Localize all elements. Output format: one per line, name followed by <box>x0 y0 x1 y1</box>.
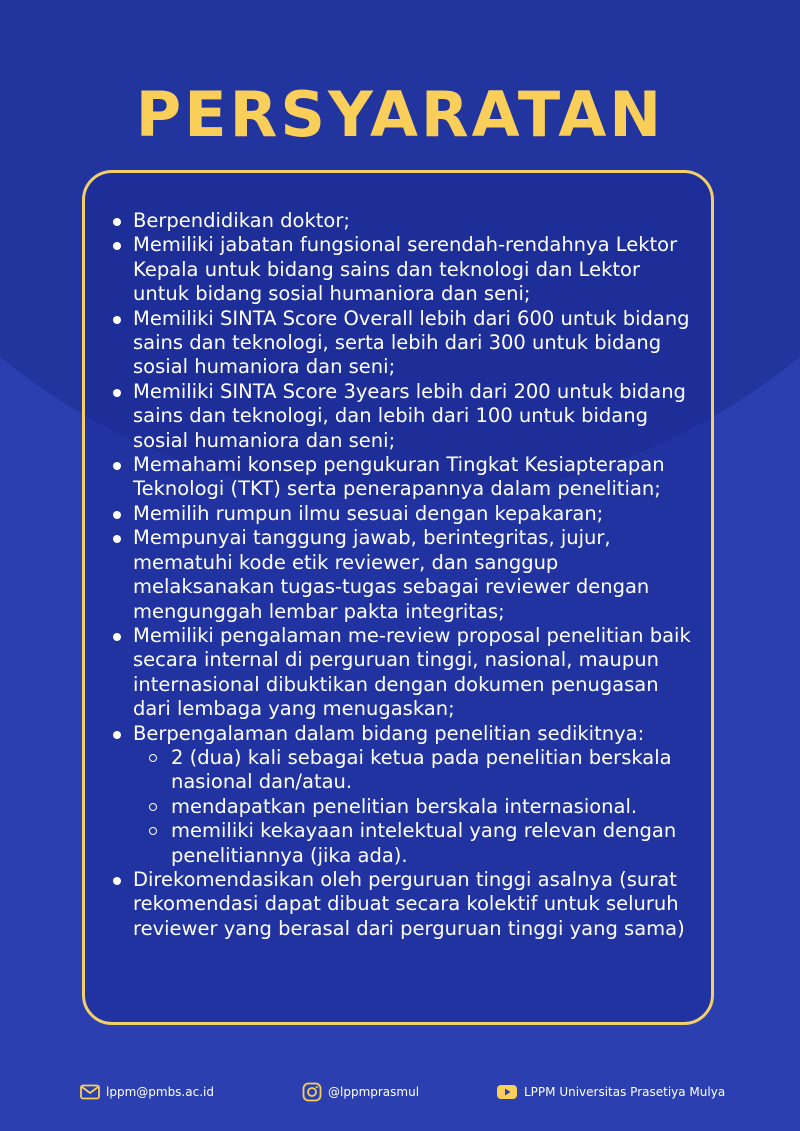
list-item: Memiliki SINTA Score Overall lebih dari 600 untuk bidang sains dan teknologi, serta lebih dari 300 untuk bidang sosial humaniora dan seni; <box>111 307 697 380</box>
page-title: PERSYARATAN <box>135 78 665 151</box>
instagram-icon <box>302 1082 322 1102</box>
list-item: Direkomendasikan oleh perguruan tinggi asalnya (surat rekomendasi dapat dibuat secara kolektif untuk seluruh reviewer yang berasal dari perguruan tinggi yang sama) <box>111 868 697 941</box>
list-item: Mempunyai tanggung jawab, berintegritas, jujur, mematuhi kode etik reviewer, dan sanggup melaksanakan tugas-tugas sebagai reviewer dengan mengunggah lembar pakta integritas; <box>111 526 697 624</box>
footer-email[interactable] <box>80 1080 214 1104</box>
mail-icon <box>80 1084 100 1100</box>
list-item: Memiliki SINTA Score 3years lebih dari 200 untuk bidang sains dan teknologi, dan lebih dari 100 untuk bidang sosial humaniora dan seni; <box>111 380 697 453</box>
sub-list-item: 2 (dua) kali sebagai ketua pada penelitian berskala nasional dan/atau. <box>133 746 697 795</box>
youtube-channel[interactable]: LPPM Universitas Prasetiya Mulya <box>524 1085 726 1099</box>
list-item-experience <box>111 722 697 868</box>
youtube-icon <box>496 1084 518 1100</box>
list-item: Memilih rumpun ilmu sesuai dengan kepakaran; <box>111 502 697 526</box>
footer-youtube[interactable] <box>496 1080 725 1104</box>
list-item-text: Berpengalaman dalam bidang penelitian sedikitnya: <box>133 721 645 745</box>
sub-list-item: memiliki kekayaan intelektual yang relevan dengan penelitiannya (jika ada). <box>133 819 697 868</box>
footer-instagram[interactable] <box>302 1080 419 1104</box>
email-text[interactable]: lppm@pmbs.ac.id <box>106 1085 214 1099</box>
requirements-list <box>111 209 697 941</box>
instagram-handle[interactable]: @lppmprasmul <box>328 1085 420 1099</box>
sub-list-item: mendapatkan penelitian berskala internasional. <box>133 795 697 819</box>
list-item: Memiliki jabatan fungsional serendah-rendahnya Lektor Kepala untuk bidang sains dan teknologi dan Lektor untuk bidang sosial humaniora dan seni; <box>111 233 697 306</box>
list-item: Berpendidikan doktor; <box>111 209 697 233</box>
list-item: Memiliki pengalaman me-review proposal penelitian baik secara internal di perguruan tinggi, nasional, maupun internasional dibuktikan dengan dokumen penugasan dari lembaga yang menugaskan; <box>111 624 697 722</box>
experience-sublist <box>133 746 697 868</box>
requirements-panel <box>82 170 714 1025</box>
list-item: Memahami konsep pengukuran Tingkat Kesiapterapan Teknologi (TKT) serta penerapannya dalam penelitian; <box>111 453 697 502</box>
